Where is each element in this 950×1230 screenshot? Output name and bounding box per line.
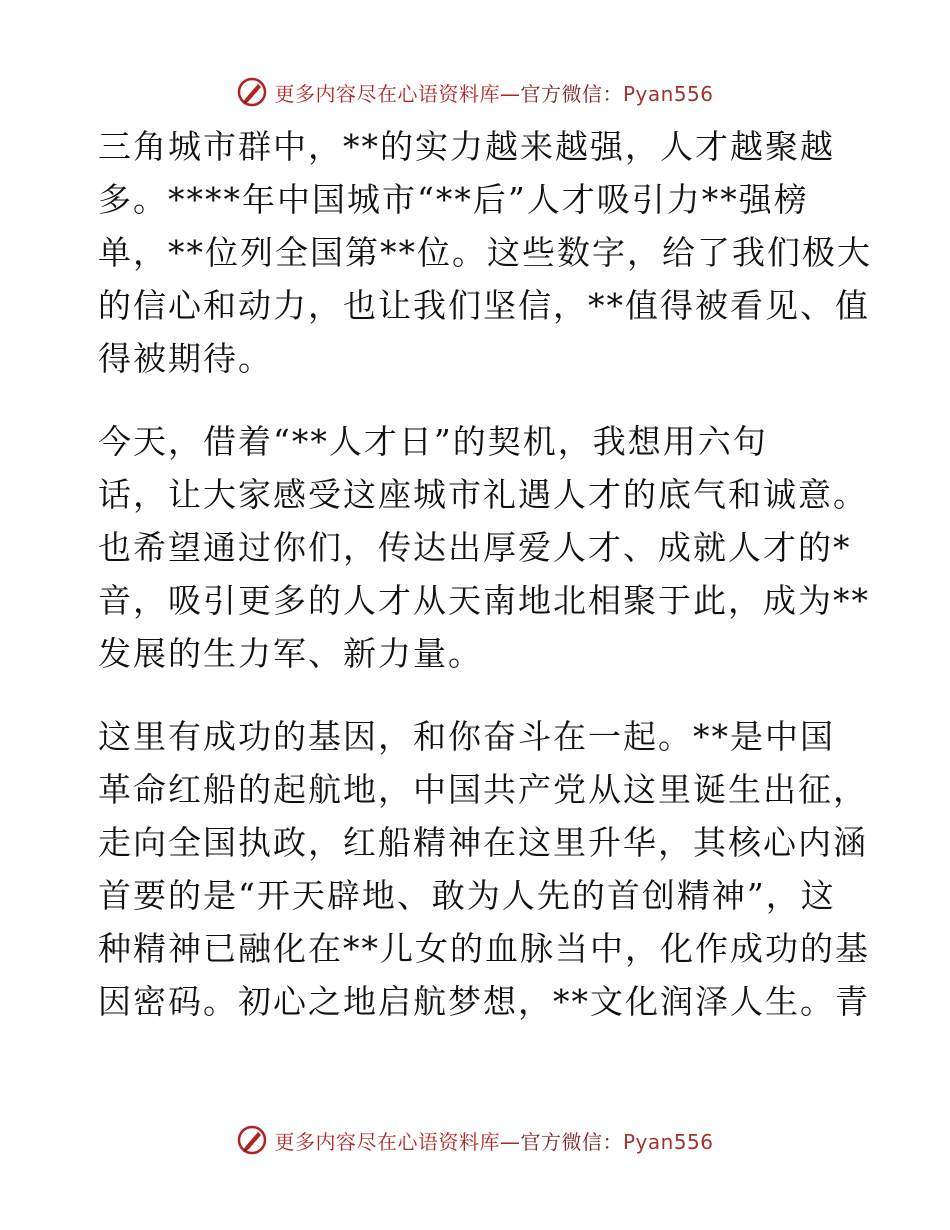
text-line: 发展的生力军、新力量。 <box>98 634 483 673</box>
text-line: 这里有成功的基因，和你奋斗在一起。**是中国 <box>98 717 835 756</box>
watermark-handle: Pyan556 <box>622 1129 714 1154</box>
paragraph-1 <box>98 120 872 385</box>
pen-logo-icon <box>236 76 268 108</box>
watermark-dash: — <box>499 81 521 106</box>
watermark-text <box>274 1126 713 1155</box>
pen-logo-icon <box>236 1124 268 1156</box>
text-line: 音，吸引更多的人才从天南地北相聚于此，成为** <box>98 581 870 620</box>
text-line: 种精神已融化在**儿女的血脉当中，化作成功的基 <box>98 929 870 968</box>
text-line: 多。****年中国城市“**后”人才吸引力**强榜 <box>98 180 809 219</box>
text-line: 首要的是“开天辟地、敢为人先的首创精神”，这 <box>98 876 836 915</box>
paragraph-3 <box>98 710 870 1028</box>
watermark-dash: — <box>499 1129 521 1154</box>
footer-watermark <box>0 1120 950 1160</box>
text-line: 的信心和动力，也让我们坚信，**值得被看见、值 <box>98 286 870 325</box>
text-line: 单，**位列全国第**位。这些数字，给了我们极大 <box>98 233 872 272</box>
text-line: 革命红船的起航地，中国共产党从这里诞生出征， <box>98 770 868 809</box>
header-watermark <box>0 72 950 112</box>
watermark-main: 更多内容尽在心语资料库 <box>274 81 500 106</box>
text-line: 也希望通过你们，传达出厚爱人才、成就人才的* <box>98 528 852 567</box>
text-line: 话，让大家感受这座城市礼遇人才的底气和诚意。 <box>98 475 868 514</box>
text-line: 因密码。初心之地启航梦想，**文化润泽人生。青 <box>98 982 870 1021</box>
watermark-label: 官方微信： <box>520 81 623 106</box>
text-line: 得被期待。 <box>98 339 273 378</box>
text-line: 走向全国执政，红船精神在这里升华，其核心内涵 <box>98 823 868 862</box>
text-line: 三角城市群中，**的实力越来越强，人才越聚越 <box>98 127 835 166</box>
paragraph-2 <box>98 415 870 680</box>
document-body <box>98 120 872 1028</box>
watermark-main: 更多内容尽在心语资料库 <box>274 1129 500 1154</box>
watermark-label: 官方微信： <box>520 1129 623 1154</box>
watermark-text <box>274 78 713 107</box>
watermark-handle: Pyan556 <box>622 81 714 106</box>
text-line: 今天，借着“**人才日”的契机，我想用六句 <box>98 422 768 461</box>
